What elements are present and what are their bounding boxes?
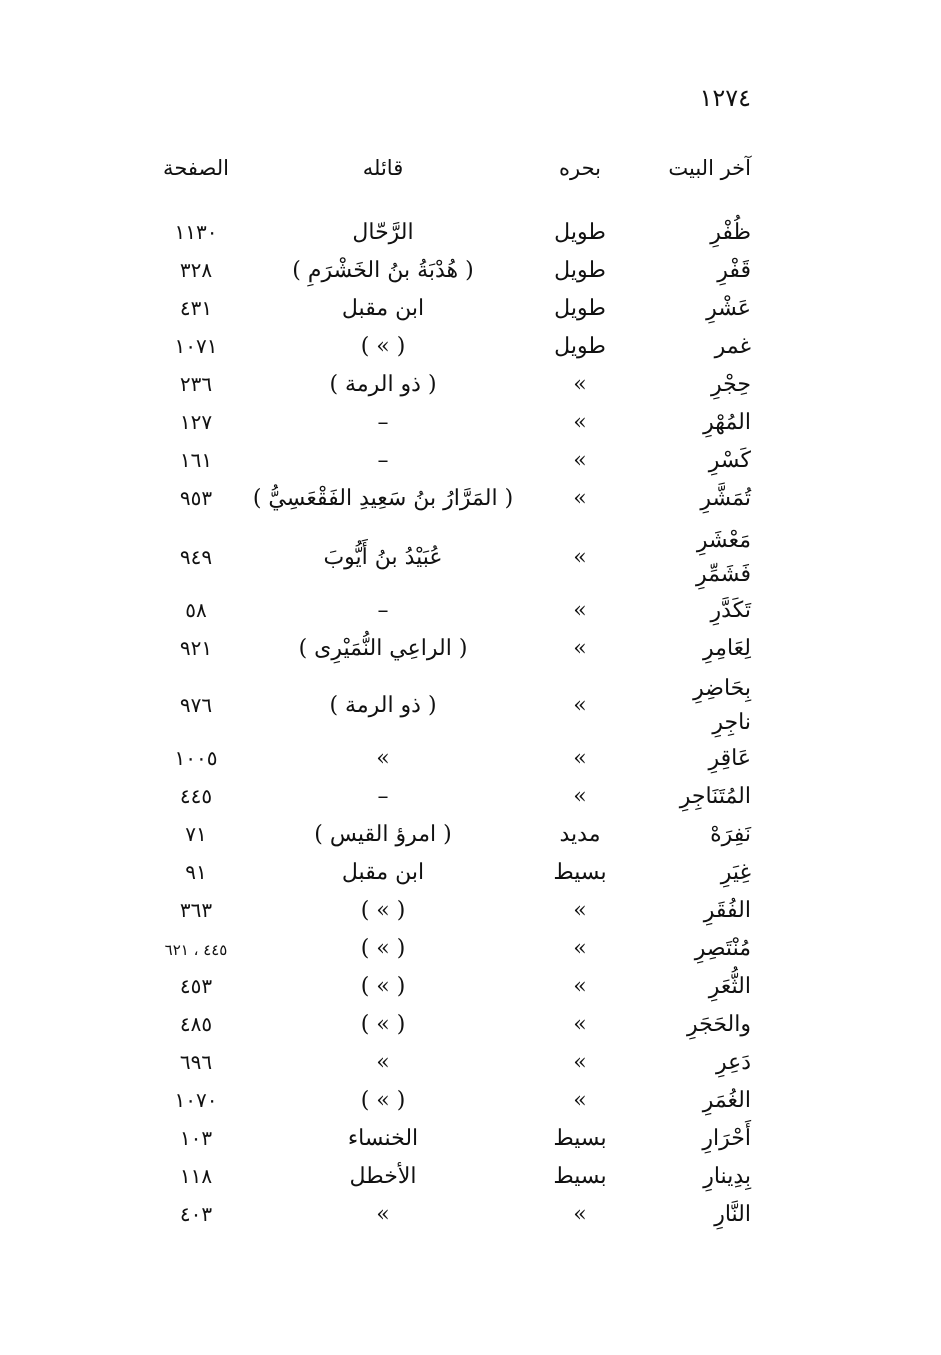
poet-cell: ( هُدْبَةُ بنُ الخَشْرَمِ )	[292, 258, 474, 283]
line-end-word: ناجِرِ	[712, 710, 751, 735]
meter-cell: بسيط	[553, 1126, 607, 1151]
page-ref-cell: ٣٢٨	[179, 258, 213, 282]
page-ref-cell: ١٠٠٥	[174, 746, 218, 770]
page-ref-cell: ٤٠٣	[179, 1202, 213, 1226]
page-ref-cell: ٩١	[185, 860, 207, 884]
meter-cell: «	[573, 936, 587, 961]
page-ref-cell: ٤٤٥	[179, 784, 213, 808]
line-end-word: تُمَشَّرِ	[700, 486, 751, 511]
line-end-word: المُتَنَاجِرِ	[679, 784, 751, 809]
page-ref-cell: ٤٤٥ ، ٦٢١	[164, 941, 228, 959]
poet-cell: ابن مقبل	[341, 296, 425, 321]
meter-cell: بسيط	[553, 860, 607, 885]
poet-cell: «	[376, 1050, 390, 1075]
meter-cell: «	[573, 898, 587, 923]
meter-cell: «	[573, 974, 587, 999]
page-ref-cell: ٤٣١	[179, 296, 213, 320]
meter-cell: «	[573, 1088, 587, 1113]
line-end-word: مُنْتَصِرِ	[694, 936, 751, 961]
poet-cell: ( « )	[360, 1012, 406, 1037]
poet-cell: ( الراعِي النُّمَيْرِى )	[298, 636, 468, 661]
page-ref-cell: ٩٤٩	[179, 545, 213, 569]
line-end-word: ظُفْرِ	[710, 220, 751, 245]
page-ref-cell: ٧١	[185, 822, 207, 846]
line-end-word: الثُّعَرِ	[708, 974, 751, 999]
poet-cell: –	[377, 784, 389, 809]
line-end-word: عَشْرِ	[706, 296, 751, 321]
line-end-word: أَحْرَارِ	[702, 1126, 751, 1151]
line-end-word: بِحَاضِرِ	[693, 676, 751, 701]
line-end-word: لِعَامِرِ	[703, 636, 751, 661]
poet-cell: عُبَيْدُ بنُ أَيُّوبَ	[323, 545, 443, 570]
line-end-word: مَعْشَرِ	[696, 528, 751, 553]
meter-cell: «	[573, 545, 587, 570]
page-ref-cell: ١٢٧	[179, 410, 213, 434]
meter-cell: «	[573, 636, 587, 661]
header-poet: قائله	[362, 156, 404, 180]
line-end-word: فَشَمِّرِ	[696, 562, 751, 587]
meter-cell: «	[573, 1012, 587, 1037]
meter-cell: طويل	[554, 258, 606, 283]
line-end-word: الفُقَرِ	[703, 898, 751, 923]
page-ref-cell: ١١٨	[179, 1164, 213, 1188]
line-end-word: بِدِينارِ	[703, 1164, 751, 1189]
poet-cell: ابن مقبل	[341, 860, 425, 885]
poet-cell: –	[377, 598, 389, 623]
meter-cell: «	[573, 1202, 587, 1227]
meter-cell: طويل	[554, 220, 606, 245]
meter-cell: «	[573, 693, 587, 718]
poet-cell: ( « )	[360, 974, 406, 999]
poet-cell: ( « )	[360, 936, 406, 961]
meter-cell: «	[573, 784, 587, 809]
poet-cell: الأخطل	[349, 1164, 417, 1189]
page-ref-cell: ١٠٧١	[174, 334, 218, 358]
poet-cell: ( « )	[360, 334, 406, 359]
meter-cell: «	[573, 448, 587, 473]
meter-cell: طويل	[554, 296, 606, 321]
header-meter: بحره	[559, 156, 601, 180]
page-ref-cell: ١٠٧٠	[174, 1088, 218, 1112]
poet-cell: ( ذو الرمة )	[329, 372, 437, 397]
page-ref-cell: ١١٣٠	[174, 220, 218, 244]
header-line-end: آخر البيت	[668, 156, 751, 180]
poet-cell: –	[377, 410, 389, 435]
meter-cell: «	[573, 1050, 587, 1075]
page-ref-cell: ٣٦٣	[179, 898, 213, 922]
page-ref-cell: ٩٢١	[179, 636, 213, 660]
meter-cell: «	[573, 372, 587, 397]
page-ref-cell: ١٦١	[179, 448, 213, 472]
page-number: ١٢٧٤	[699, 84, 751, 112]
poet-cell: –	[377, 448, 389, 473]
meter-cell: مديد	[559, 822, 601, 847]
line-end-word: حِجْرِ	[711, 372, 751, 397]
page-ref-cell: ٩٥٣	[179, 486, 213, 510]
meter-cell: «	[573, 410, 587, 435]
page-ref-cell: ٥٨	[185, 598, 207, 622]
page-ref-cell: ٩٧٦	[179, 693, 213, 717]
poet-cell: الخنساء	[347, 1126, 419, 1151]
line-end-word: الغُمَرِ	[702, 1088, 751, 1113]
meter-cell: «	[573, 746, 587, 771]
poet-cell: ( ذو الرمة )	[329, 693, 437, 718]
page-ref-cell: ٦٩٦	[179, 1050, 213, 1074]
line-end-word: غمر	[714, 334, 751, 359]
page-ref-cell: ٢٣٦	[179, 372, 213, 396]
poet-cell: ( « )	[360, 1088, 406, 1113]
line-end-word: غِيَرِ	[720, 860, 751, 885]
poet-cell: «	[376, 746, 390, 771]
meter-cell: طويل	[554, 334, 606, 359]
poet-cell: ( المَرَّارُ بنُ سَعِيدِ الفَقْعَسِيُّ )	[252, 486, 514, 511]
header-page: الصفحة	[163, 156, 229, 180]
line-end-word: دَعِرِ	[715, 1050, 751, 1075]
meter-cell: «	[573, 598, 587, 623]
line-end-word: نَفِرَهْ	[710, 822, 751, 847]
poet-cell: ( « )	[360, 898, 406, 923]
poet-cell: ( امرؤ القيس )	[314, 822, 452, 847]
line-end-word: المُهْرِ	[703, 410, 751, 435]
meter-cell: «	[573, 486, 587, 511]
line-end-word: والحَجَرِ	[687, 1012, 751, 1037]
page-ref-cell: ٤٥٣	[179, 974, 213, 998]
page-ref-cell: ١٠٣	[179, 1126, 213, 1150]
line-end-word: كَسْرِ	[708, 448, 751, 473]
page-ref-cell: ٤٨٥	[179, 1012, 213, 1036]
line-end-word: تَكَدَّرِ	[710, 598, 751, 623]
line-end-word: عَاقِرِ	[708, 746, 751, 771]
poet-cell: «	[376, 1202, 390, 1227]
line-end-word: قَفْرِ	[717, 258, 751, 283]
poet-cell: الرَّحّال	[352, 220, 414, 245]
line-end-word: النَّارِ	[714, 1202, 751, 1227]
meter-cell: بسيط	[553, 1164, 607, 1189]
